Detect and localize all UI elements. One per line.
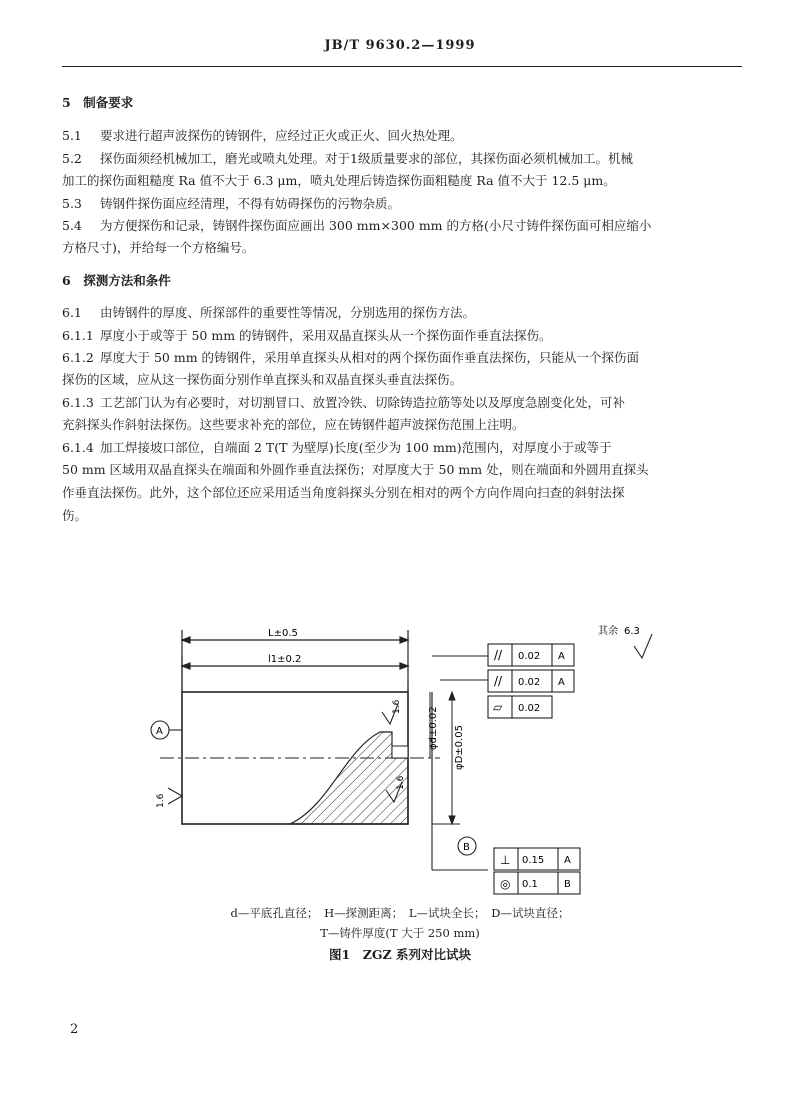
tol-value: 0.1: [522, 879, 538, 890]
tol-value: 0.15: [522, 855, 545, 866]
concentricity-icon: ◎: [500, 877, 511, 891]
section-5-title: 5 制备要求: [62, 95, 134, 110]
tol-value: 0.02: [518, 703, 541, 714]
para-number: 6.1.2: [62, 350, 94, 365]
page-number: 2: [70, 1022, 79, 1037]
ra-left: 1.6: [156, 793, 166, 808]
header-rule: [62, 66, 742, 67]
datum-b-label: B: [463, 842, 470, 853]
dim-phi-d: φd±0.02: [428, 706, 439, 750]
roughness-other-value: 6.3: [624, 626, 640, 637]
datum-a-label: A: [156, 726, 163, 737]
para-6-1-4-cont1: 50 mm 区域用双晶直探头在端面和外圆作垂直法探伤；对厚度大于 50 mm 处，则在端面和外圆用直探头: [62, 462, 649, 477]
tol-value: 0.02: [518, 651, 541, 662]
para-number: 5.1: [62, 128, 82, 143]
dim-L: L±0.5: [268, 628, 298, 639]
para-text: 要求进行超声波探伤的铸钢件，应经过正火或正火、回火热处理。: [100, 128, 463, 143]
para-6-1-2-cont: 探伤的区域，应从这一探伤面分别作单直探头和双晶直探头垂直法探伤。: [62, 372, 463, 387]
para-text: 工艺部门认为有必要时，对切割冒口、放置冷铁、切除铸造拉筋等处以及厚度急剧变化处，可补: [100, 395, 626, 410]
para-5-2-cont: 加工的探伤面粗糙度 Ra 值不大于 6.3 μm，喷丸处理后铸造探伤面粗糙度 Ra 值不大于 12.5 μm。: [62, 173, 616, 188]
tol-value: 0.02: [518, 677, 541, 688]
flatness-icon: ▱: [493, 700, 503, 714]
para-number: 6.1.4: [62, 440, 94, 455]
parallelism-icon: //: [494, 674, 503, 688]
section-6-title: 6 探测方法和条件: [62, 273, 171, 288]
dim-l1: l1±0.2: [268, 654, 302, 665]
para-5-1: [62, 126, 742, 146]
figure-title: 图1 ZGZ 系列对比试块: [329, 947, 471, 962]
para-text: 加工焊接坡口部位，自端面 2 T(T 为壁厚)长度(至少为 100 mm)范围内，对厚度小于或等于: [100, 440, 612, 455]
tol-datum: A: [564, 855, 571, 866]
figure-caption-line-1: d—平底孔直径； H—探测距离； L—试块全长； D—试块直径；: [230, 906, 570, 920]
para-text: 厚度小于或等于 50 mm 的铸钢件，采用双晶直探头从一个探伤面作垂直法探伤。: [100, 328, 552, 343]
parallelism-icon: //: [494, 648, 503, 662]
para-text: 为方便探伤和记录，铸钢件探伤面应画出 300 mm×300 mm 的方格(小尺寸铸件探伤面可相应缩小: [100, 218, 652, 233]
para-number: 5.3: [62, 196, 82, 211]
para-number: 5.4: [62, 218, 82, 233]
figure-caption-line-2: T—铸件厚度(T 大于 250 mm): [320, 926, 480, 940]
tol-datum: B: [564, 879, 571, 890]
document-header: JB/T 9630.2—1999: [324, 38, 476, 53]
para-5-4-cont: 方格尺寸)，并给每一个方格编号。: [62, 240, 255, 255]
para-5-4: [62, 216, 742, 236]
para-6-1-1: [62, 326, 742, 346]
para-6-1-4-cont2: 作垂直法探伤。此外，这个部位还应采用适当角度斜探头分别在相对的两个方向作周向扫查的斜射法探: [62, 485, 625, 500]
para-number: 5.2: [62, 151, 82, 166]
para-6-1-4-cont3: 伤。: [62, 508, 88, 523]
para-6-1-4: [62, 438, 742, 458]
para-text: 探伤面须经机械加工，磨光或喷丸处理。对于1级质量要求的部位，其探伤面必须机械加工。机械: [100, 151, 633, 166]
para-5-2: [62, 149, 742, 169]
tol-datum: A: [558, 677, 565, 688]
dim-phi-D: φD±0.05: [454, 725, 465, 770]
roughness-other-icon: [634, 634, 652, 658]
perpendicularity-icon: ⊥: [500, 853, 511, 867]
para-number: 6.1.3: [62, 395, 94, 410]
para-6-1-3-cont: 充斜探头作斜射法探伤。这些要求补充的部位，应在铸钢件超声波探伤范围上注明。: [62, 417, 525, 432]
para-text: 厚度大于 50 mm 的铸钢件，采用单直探头从相对的两个探伤面作垂直法探伤，只能从一个探伤面: [100, 350, 640, 365]
tol-datum: A: [558, 651, 565, 662]
roughness-other-label: 其余: [598, 626, 618, 637]
para-5-3: [62, 194, 742, 214]
para-number: 6.1: [62, 305, 82, 320]
test-block-drawing: [0, 600, 800, 900]
ra-top: 1.6: [392, 699, 402, 714]
para-text: 铸钢件探伤面应经清理，不得有妨碍探伤的污物杂质。: [100, 196, 401, 211]
ra-side: 1.6: [396, 775, 406, 790]
para-6-1-3: [62, 393, 742, 413]
para-text: 由铸钢件的厚度、所探部件的重要性等情况，分别选用的探伤方法。: [100, 305, 476, 320]
para-number: 6.1.1: [62, 328, 94, 343]
para-6-1-2: [62, 348, 742, 368]
para-6-1: [62, 303, 742, 323]
